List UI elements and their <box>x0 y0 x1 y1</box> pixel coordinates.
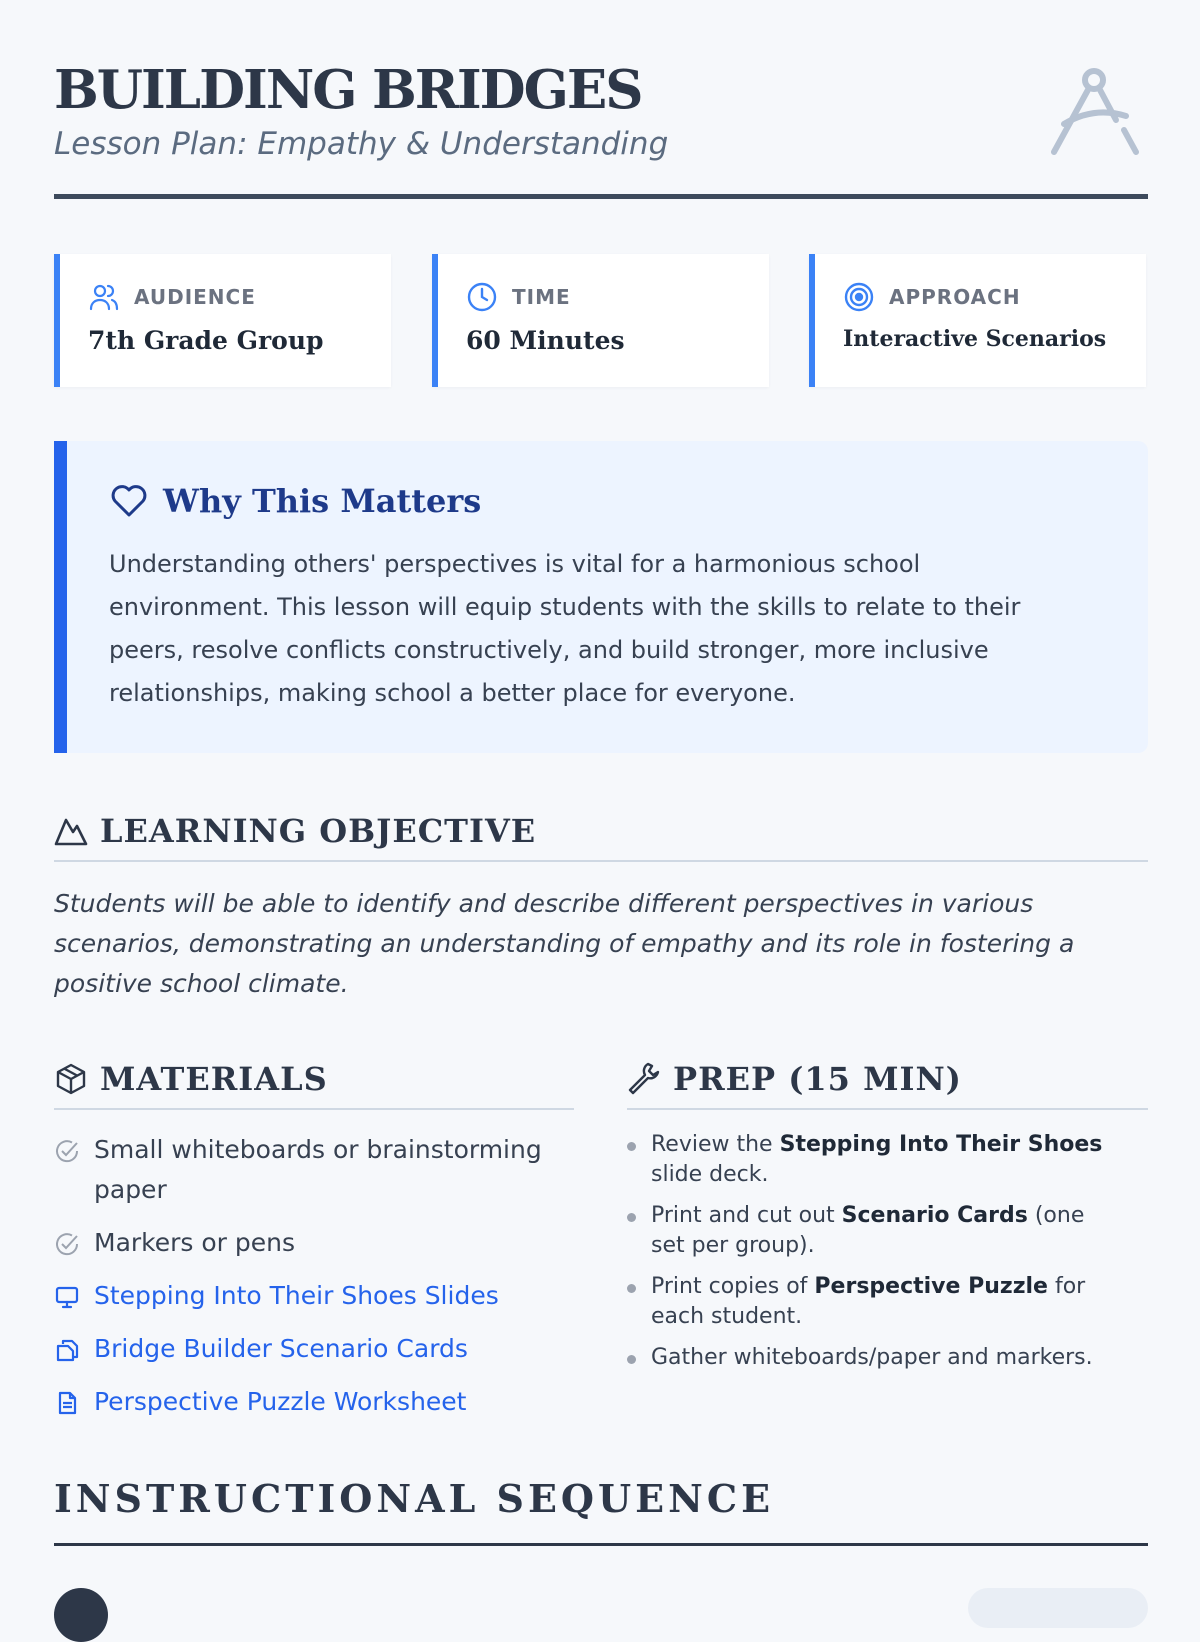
material-text: Small whiteboards or brainstorming paper <box>94 1135 542 1204</box>
material-link-text[interactable]: Bridge Builder Scenario Cards <box>94 1334 468 1363</box>
wrench-icon <box>627 1062 661 1096</box>
step-number-badge <box>54 1588 108 1642</box>
sequence-title: INSTRUCTIONAL SEQUENCE <box>54 1476 775 1521</box>
mountain-icon <box>54 814 88 848</box>
card-label: TIME <box>512 285 571 309</box>
info-cards <box>54 254 1148 387</box>
header-divider <box>54 194 1148 199</box>
file-icon <box>54 1390 80 1416</box>
prep-bold: Scenario Cards <box>841 1203 1028 1228</box>
prep-text: Print and cut out <box>651 1203 842 1228</box>
materials-title: MATERIALS <box>100 1060 328 1098</box>
card-approach <box>809 254 1146 387</box>
objective-text: Students will be able to identify and describe different perspectives in various scenarios, demonstrating an understanding of empathy and its role in fostering a positive school climate. <box>54 889 1075 998</box>
why-title: Why This Matters <box>163 482 482 520</box>
check-circle-icon <box>54 1138 80 1164</box>
card-label: APPROACH <box>889 285 1021 309</box>
prep-divider <box>627 1108 1148 1110</box>
prep-title: PREP (15 MIN) <box>673 1060 962 1098</box>
heart-icon <box>109 481 149 521</box>
prep-text: slide deck. <box>651 1162 769 1187</box>
scenario-cards-link[interactable] <box>54 1329 574 1369</box>
box-icon <box>54 1062 88 1096</box>
card-time <box>432 254 769 387</box>
objective-heading <box>54 812 536 850</box>
card-value: 7th Grade Group <box>88 326 324 355</box>
check-circle-icon <box>54 1231 80 1257</box>
list-item <box>54 1223 574 1263</box>
list-item <box>54 1130 574 1210</box>
prep-text: for each student. <box>651 1274 1086 1329</box>
list-item <box>627 1201 1107 1261</box>
compass-icon <box>1046 62 1142 158</box>
slides-link[interactable] <box>54 1276 574 1316</box>
card-value: 60 Minutes <box>466 326 625 355</box>
prep-text: Print copies of <box>651 1274 815 1299</box>
why-this-matters-box <box>54 441 1148 753</box>
list-item <box>627 1272 1107 1332</box>
monitor-icon <box>54 1284 80 1310</box>
card-value: Interactive Scenarios <box>843 326 1107 352</box>
materials-list <box>54 1130 574 1435</box>
users-icon <box>88 281 120 313</box>
why-text: Understanding others' perspectives is vital for a harmonious school environment. This lesson will equip students with the skills to relate to their peers, resolve conflicts constructively, and build stronger, more inclusive relationships, making school a better place for everyone. <box>109 550 1021 707</box>
worksheet-link[interactable] <box>54 1382 574 1422</box>
material-link-text[interactable]: Perspective Puzzle Worksheet <box>94 1387 467 1416</box>
copy-icon <box>54 1337 80 1363</box>
list-item <box>627 1130 1107 1190</box>
list-item <box>627 1343 1107 1373</box>
card-audience <box>54 254 391 387</box>
material-text: Markers or pens <box>94 1228 296 1257</box>
page-title: BUILDING BRIDGES <box>54 59 642 121</box>
clock-icon <box>466 281 498 313</box>
prep-bold: Perspective Puzzle <box>814 1274 1048 1299</box>
prep-text: Gather whiteboards/paper and markers. <box>651 1345 1093 1370</box>
prep-text: (one set per group). <box>651 1203 1085 1258</box>
objective-divider <box>54 860 1148 862</box>
prep-heading <box>627 1060 962 1098</box>
objective-title: LEARNING OBJECTIVE <box>100 812 537 850</box>
prep-bold: Stepping Into Their Shoes <box>779 1132 1103 1157</box>
materials-divider <box>54 1108 574 1110</box>
materials-heading <box>54 1060 328 1098</box>
card-label: AUDIENCE <box>134 285 256 309</box>
sequence-divider <box>54 1543 1148 1546</box>
page-subtitle: Lesson Plan: Empathy & Understanding <box>54 126 669 162</box>
target-icon <box>843 281 875 313</box>
prep-list <box>627 1130 1107 1384</box>
prep-text: Review the <box>651 1132 780 1157</box>
header <box>54 54 1148 200</box>
lesson-plan-page <box>54 0 1148 1600</box>
material-link-text[interactable]: Stepping Into Their Shoes Slides <box>94 1281 499 1310</box>
step-duration-badge <box>968 1588 1148 1628</box>
